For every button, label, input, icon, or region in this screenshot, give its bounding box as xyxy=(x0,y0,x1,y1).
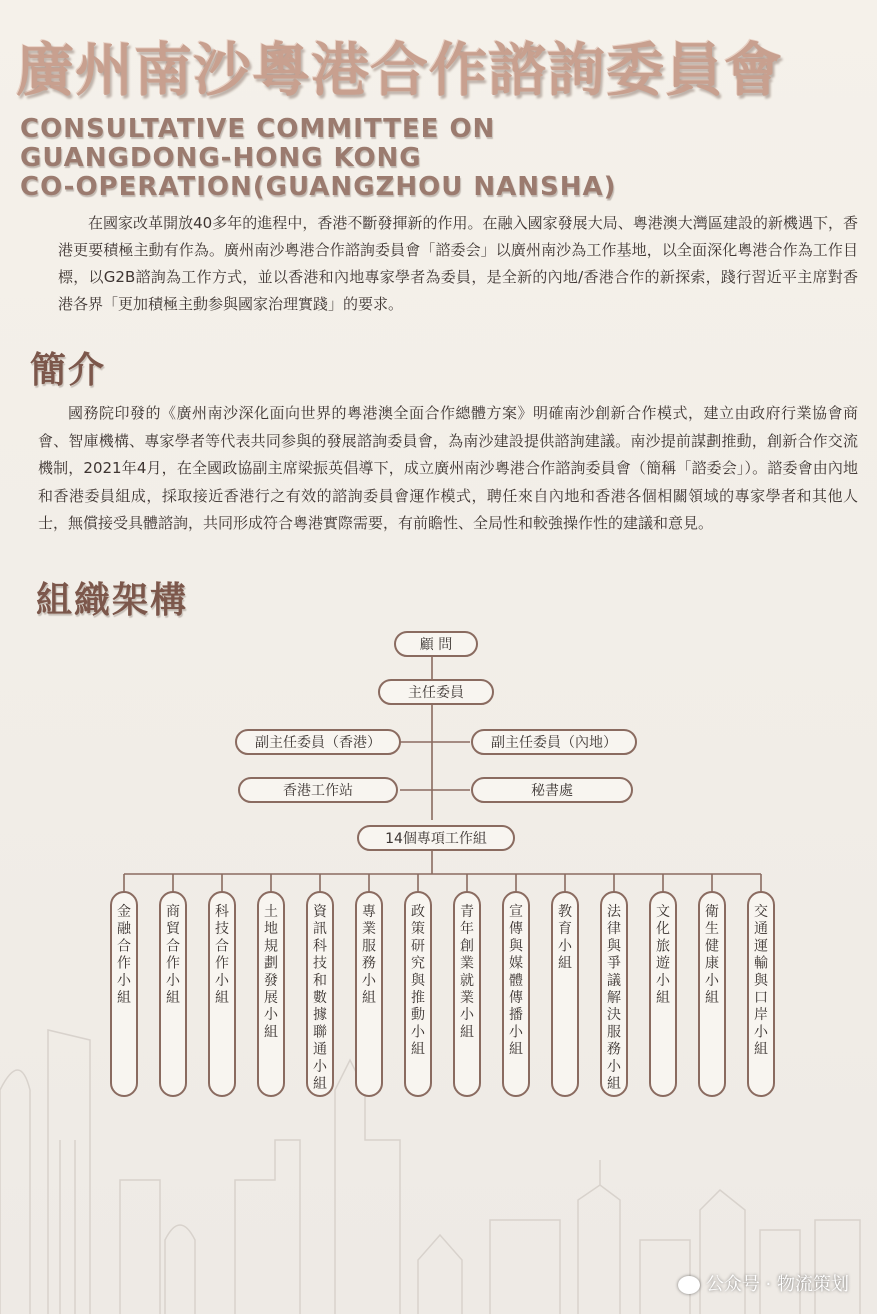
working-group-9-label: 宣傳與媒體傳播小組 xyxy=(509,904,523,1058)
vice-chair-hk-box xyxy=(236,730,400,754)
working-group-4-label: 土地規劃發展小組 xyxy=(264,904,278,1041)
working-group-8-label: 青年創業就業小組 xyxy=(460,904,474,1041)
section-heading-intro: 簡介 xyxy=(30,350,107,391)
intro-body-paragraph: 國務院印發的《廣州南沙深化面向世界的粵港澳全面合作總體方案》明確南沙創新合作模式，建立由政府行業協會商會、智庫機構、專家學者等代表共同参與的發展諮詢委員會，為南沙建設提供諮詢建議。南沙提前謀劃推動，創新合作交流機制，2021年4月，在全國政協副主席梁振英倡導下，成立廣州南沙粵港合作諮詢委員會（簡稱「諮委会」）。諮委會由內地和香港委員組成，採取接近香港行之有效的諮詢委員會運作模式，聘任來自內地和香港各個相關領域的專家學者和其他人士，無償接受具體諮詢，共同形成符合粵港實際需要，有前瞻性、全局性和較強操作性的建議和意見。 xyxy=(38,404,858,532)
adviser-box-label: 顧 問 xyxy=(419,637,453,653)
working-group-10-label: 教育小組 xyxy=(558,904,572,972)
adviser-box xyxy=(395,632,477,656)
working-groups-box-label: 14個專項工作組 xyxy=(385,831,487,847)
hk-station-box-label: 香港工作站 xyxy=(283,783,353,799)
working-group-1 xyxy=(111,892,137,1096)
working-group-9 xyxy=(503,892,529,1096)
working-group-13-label: 衛生健康小組 xyxy=(705,904,719,1006)
working-group-6 xyxy=(356,892,382,1096)
vice-chair-mainland-box-label: 副主任委員（內地） xyxy=(491,735,617,751)
wechat-icon xyxy=(678,1276,700,1294)
working-group-12 xyxy=(650,892,676,1096)
working-group-5 xyxy=(307,892,333,1096)
watermark-text: 公众号 · 物流策划 xyxy=(705,1274,849,1295)
working-group-5-label: 資訊科技和數據聯通小組 xyxy=(313,904,327,1092)
working-group-7-label: 政策研究與推動小組 xyxy=(411,904,425,1058)
working-group-4 xyxy=(258,892,284,1096)
intro-paragraph: 在國家改革開放40多年的進程中，香港不斷發揮新的作用。在融入國家發展大局、粵港澳大灣區建設的新機遇下，香港更要積極主動有作為。廣州南沙粵港合作諮詢委員會「諮委会」以廣州南沙為工作基地，以全面深化粵港合作為工作目標，以G2B諮詢為工作方式，並以香港和內地專家學者為委員，是全新的內地/香港合作的新探索，踐行習近平主席對香港各界「更加積極主動参與國家治理實踐」的要求。 xyxy=(58,214,858,313)
working-group-11-label: 法律與爭議解決服務小組 xyxy=(607,904,621,1092)
working-group-7 xyxy=(405,892,431,1096)
working-group-12-label: 文化旅遊小組 xyxy=(656,904,670,1006)
working-group-13 xyxy=(699,892,725,1096)
secretariat-box-label: 秘書處 xyxy=(531,783,573,799)
working-group-1-label: 金融合作小組 xyxy=(117,904,131,1006)
board-title-english-line-1: CONSULTATIVE COMMITTEE ON xyxy=(20,114,496,144)
chair-box-label: 主任委員 xyxy=(408,685,464,701)
secretariat-box xyxy=(472,778,632,802)
working-group-10 xyxy=(552,892,578,1096)
vice-chair-hk-box-label: 副主任委員（香港） xyxy=(255,735,381,751)
working-group-14-label: 交通運輸與口岸小組 xyxy=(754,904,768,1058)
org-chart xyxy=(0,620,877,1314)
board-title-english-line-2: GUANGDONG-HONG KONG xyxy=(20,143,422,173)
working-group-2 xyxy=(160,892,186,1096)
watermark xyxy=(678,1270,849,1296)
board-title-english-line-3: CO-OPERATION(GUANGZHOU NANSHA) xyxy=(20,172,617,202)
hk-station-box xyxy=(239,778,397,802)
vice-chair-mainland-box xyxy=(472,730,636,754)
org-chart-boxes xyxy=(111,632,774,1096)
working-group-6-label: 專業服務小組 xyxy=(362,904,376,1006)
working-group-2-label: 商貿合作小組 xyxy=(166,904,180,1006)
working-group-3-label: 科技合作小組 xyxy=(215,904,229,1006)
working-group-11 xyxy=(601,892,627,1096)
board-title-chinese: 廣州南沙粵港合作諮詢委員會 xyxy=(16,36,784,104)
working-group-3 xyxy=(209,892,235,1096)
chair-box xyxy=(379,680,493,704)
working-group-8 xyxy=(454,892,480,1096)
section-heading-org: 組織架構 xyxy=(36,580,189,621)
working-groups-box xyxy=(358,826,514,850)
working-group-14 xyxy=(748,892,774,1096)
